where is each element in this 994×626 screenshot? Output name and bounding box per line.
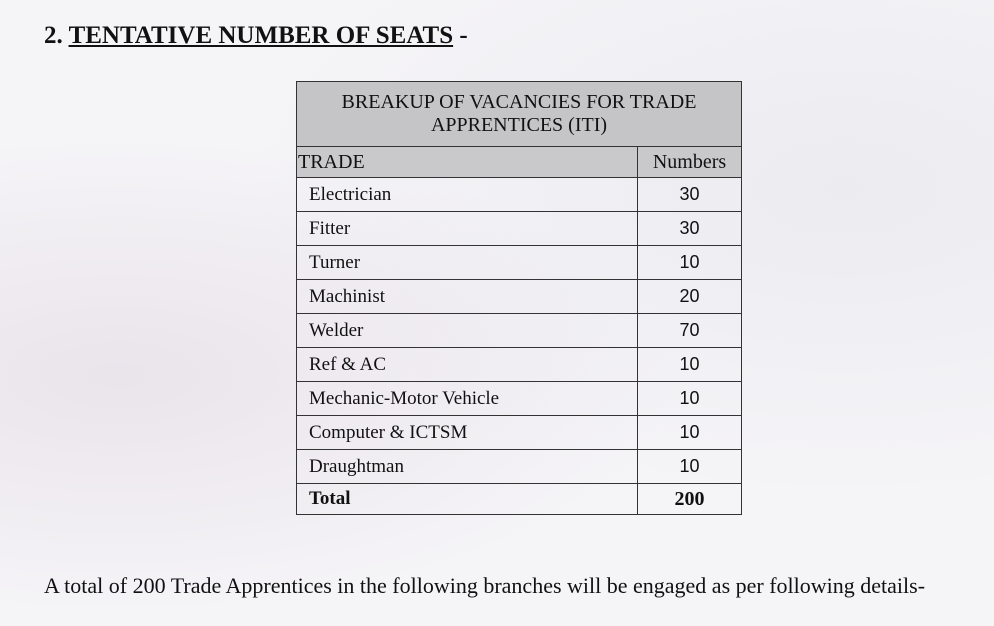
number-cell: 10 (638, 348, 742, 382)
table-row (297, 212, 742, 246)
section-heading (44, 22, 468, 50)
number-cell: 20 (638, 280, 742, 314)
number-cell: 30 (638, 178, 742, 212)
number-cell: 10 (638, 450, 742, 484)
trade-cell: Ref & AC (297, 348, 638, 382)
footer-paragraph: A total of 200 Trade Apprentices in the following branches will be engaged as per following details- (44, 573, 926, 598)
trade-cell: Fitter (297, 212, 638, 246)
number-cell: 10 (638, 382, 742, 416)
column-header-trade: TRADE (297, 147, 638, 178)
table-row (297, 246, 742, 280)
trade-cell: Welder (297, 314, 638, 348)
table-row (297, 382, 742, 416)
number-cell: 30 (638, 212, 742, 246)
table-row (297, 280, 742, 314)
table-row (297, 416, 742, 450)
column-header-numbers: Numbers (638, 147, 742, 178)
table-total-row (297, 484, 742, 515)
trade-cell: Computer & ICTSM (297, 416, 638, 450)
section-title-suffix: - (459, 22, 468, 49)
total-label: Total (297, 484, 638, 515)
trade-cell: Draughtman (297, 450, 638, 484)
section-title: TENTATIVE NUMBER OF SEATS (68, 22, 454, 49)
table-caption-row (297, 82, 742, 147)
table-row (297, 348, 742, 382)
section-number: 2. (44, 22, 63, 49)
total-number: 200 (638, 484, 742, 515)
table-caption: BREAKUP OF VACANCIES FOR TRADE APPRENTICES (ITI) (297, 82, 742, 147)
vacancy-table (296, 81, 742, 515)
trade-cell: Mechanic-Motor Vehicle (297, 382, 638, 416)
table-row (297, 314, 742, 348)
trade-cell: Turner (297, 246, 638, 280)
table-row (297, 450, 742, 484)
number-cell: 10 (638, 416, 742, 450)
trade-cell: Machinist (297, 280, 638, 314)
table-header-row (297, 147, 742, 178)
number-cell: 70 (638, 314, 742, 348)
table-row (297, 178, 742, 212)
trade-cell: Electrician (297, 178, 638, 212)
number-cell: 10 (638, 246, 742, 280)
